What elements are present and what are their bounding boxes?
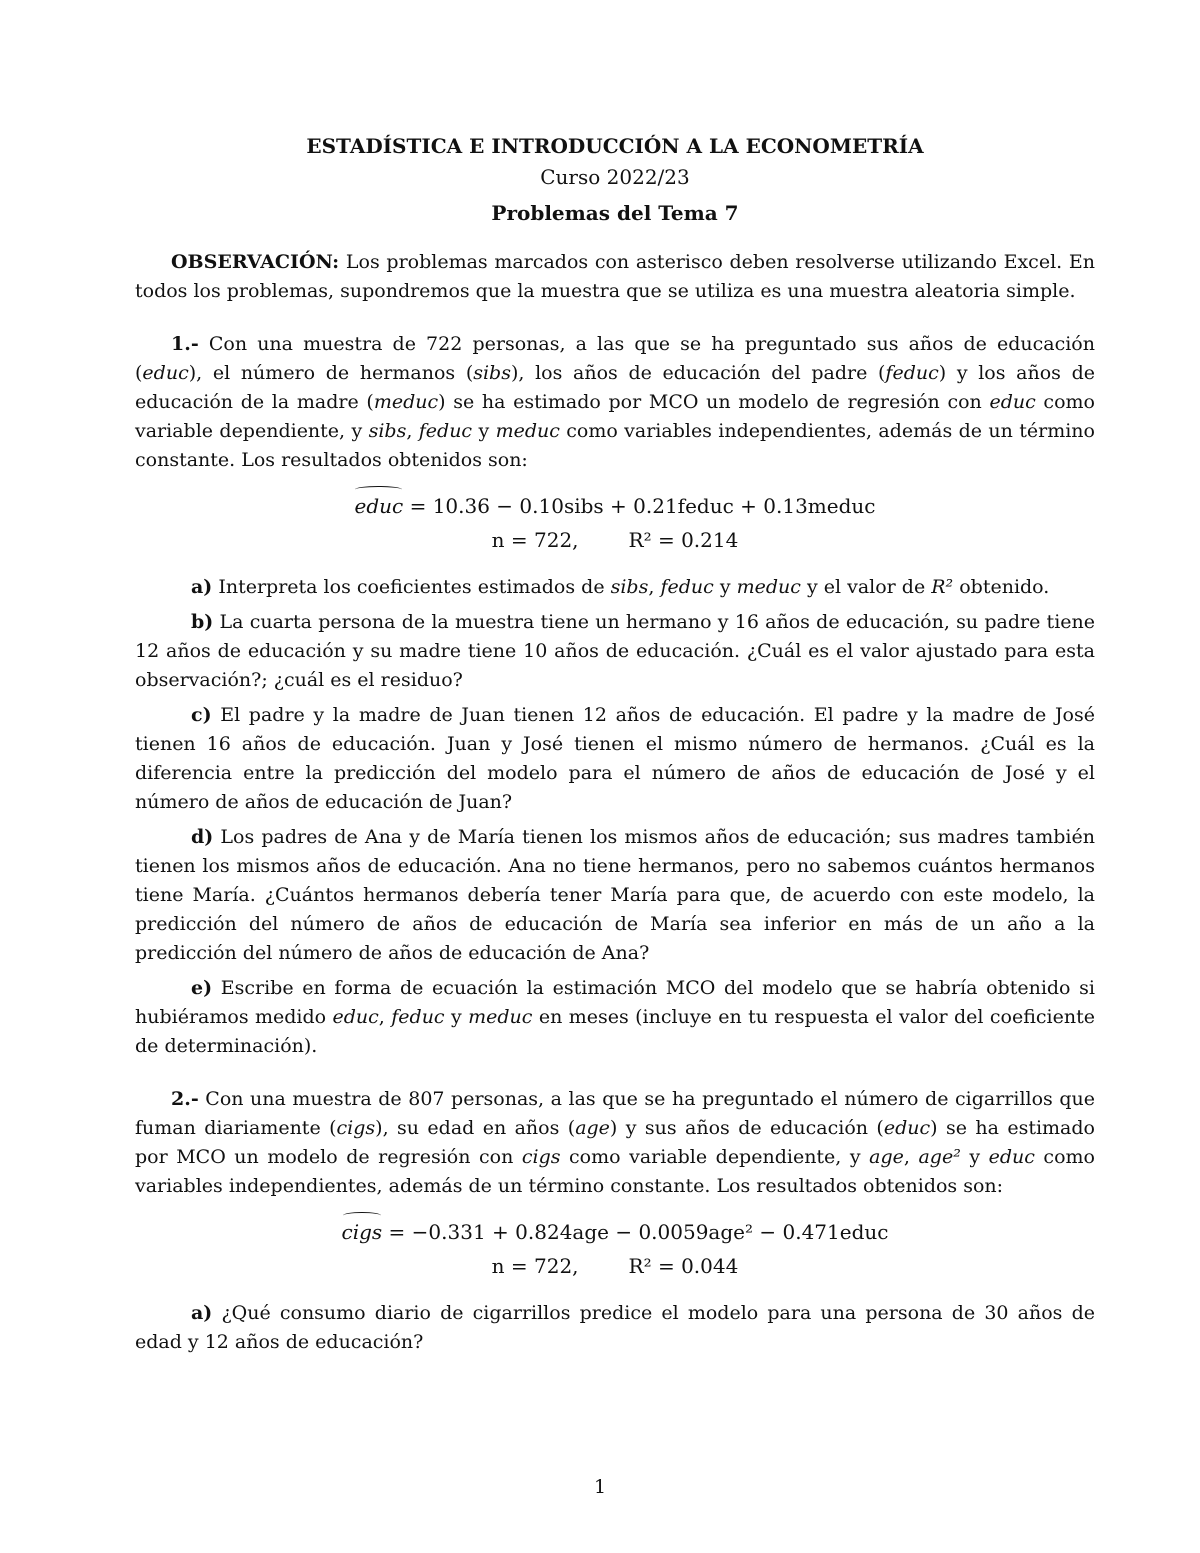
- problem-1-equation: [135, 489, 1095, 557]
- text-run: Con una muestra de 722 personas, a las que se ha preguntado sus años de educación (: [135, 333, 1095, 384]
- variable: sibs: [368, 420, 407, 442]
- text-run: en meses (incluye en tu respuesta el valor del coeficiente de determinación).: [135, 1006, 1095, 1057]
- variable: sibs: [610, 576, 649, 598]
- variable: educ: [989, 391, 1036, 413]
- text-run: y: [472, 420, 496, 442]
- variable: meduc: [468, 1006, 533, 1028]
- problem-1-part-c: [135, 701, 1095, 817]
- variable: educ: [142, 362, 189, 384]
- document-title: ESTADÍSTICA E INTRODUCCIÓN A LA ECONOMETRÍA: [306, 134, 924, 158]
- course-label: Curso 2022/23: [540, 165, 690, 189]
- problem-2-part-a: [135, 1299, 1095, 1357]
- problem-2-equation: [135, 1215, 1095, 1283]
- variable: feduc: [660, 576, 714, 598]
- problem-1-part-d: [135, 823, 1095, 968]
- sample-size: n = 722,: [491, 1254, 579, 1278]
- text-run: ) se ha estimado por MCO un modelo de regresión con: [438, 391, 990, 413]
- variable: educ: [883, 1117, 931, 1139]
- text-run: como variable dependiente, y: [135, 391, 1095, 442]
- problem-2-number: 2.-: [171, 1088, 199, 1110]
- text-run: y el valor de: [800, 576, 932, 598]
- regression-equation: [135, 489, 1095, 523]
- text-run: ,: [903, 1146, 919, 1168]
- text-run: como variables independientes, además de un término constante. Los resultados obtenidos son:: [135, 420, 1095, 471]
- variable: cigs: [521, 1146, 561, 1168]
- variable: sibs: [473, 362, 511, 384]
- part-label: d): [191, 826, 214, 848]
- text-run: y: [713, 576, 737, 598]
- text-run: ,: [378, 1006, 392, 1028]
- problem-2-intro: [135, 1085, 1095, 1201]
- equation-lhs: cigs: [342, 1215, 383, 1249]
- part-text: La cuarta persona de la muestra tiene un hermano y 16 años de educación, su padre tiene 12 años de educación y su madre tiene 10 años de educación. ¿Cuál es el valor ajustado para esta observación?; ¿cuál es el residuo?: [135, 611, 1095, 691]
- text-run: obtenido.: [953, 576, 1050, 598]
- problem-1-part-a: [135, 573, 1095, 602]
- text-run: como variable dependiente, y: [560, 1146, 870, 1168]
- observation-paragraph: [135, 248, 1095, 306]
- part-label: b): [191, 611, 214, 633]
- variable: meduc: [373, 391, 439, 413]
- variable: feduc: [885, 362, 939, 384]
- equation-stats: [135, 523, 1095, 557]
- variable: educ: [332, 1006, 379, 1028]
- part-label: a): [191, 1302, 213, 1324]
- text-run: ,: [648, 576, 661, 598]
- problem-1-part-e: [135, 974, 1095, 1061]
- part-text: Los padres de Ana y de María tienen los mismos años de educación; sus madres también tienen los mismos años de educación. Ana no tiene hermanos, pero no sabemos cuántos hermanos tiene María. ¿Cuántos hermanos debería tener María para que, de acuerdo con este modelo, la predicción del número de años de educación de María sea inferior en más de un año a la predicción del número de años de educación de Ana?: [135, 826, 1095, 964]
- regression-equation: [135, 1215, 1095, 1249]
- variable: meduc: [736, 576, 801, 598]
- document-header: [135, 130, 1095, 230]
- variable: age²: [918, 1146, 961, 1168]
- text-run: Interpreta los coeficientes estimados de: [212, 576, 611, 598]
- document-page: [135, 130, 1095, 1357]
- variable: age: [575, 1117, 610, 1139]
- text-run: Con una muestra de 807 personas, a las que se ha preguntado el número de cigarrillos que fuman diariamente (: [135, 1088, 1095, 1139]
- text-run: y: [444, 1006, 469, 1028]
- part-label: c): [191, 704, 212, 726]
- part-label: e): [191, 977, 213, 999]
- text-run: ), los años de educación del padre (: [510, 362, 886, 384]
- text-run: ) y sus años de educación (: [609, 1117, 884, 1139]
- document-subtitle: Problemas del Tema 7: [491, 201, 739, 225]
- text-run: ), el número de hermanos (: [188, 362, 474, 384]
- problem-1-intro: [135, 330, 1095, 475]
- text-run: ), su edad en años (: [375, 1117, 576, 1139]
- part-text: El padre y la madre de Juan tienen 12 años de educación. El padre y la madre de José tienen 16 años de educación. Juan y José tienen el mismo número de hermanos. ¿Cuál es la diferencia entre la predicción del modelo para el número de años de educación de José y el número de años de educación de Juan?: [135, 704, 1095, 813]
- equation-rhs: = 10.36 − 0.10sibs + 0.21feduc + 0.13meduc: [403, 494, 876, 518]
- variable: meduc: [495, 420, 560, 442]
- problem-1-number: 1.-: [171, 333, 199, 355]
- equation-rhs: = −0.331 + 0.824age − 0.0059age² − 0.471educ: [382, 1220, 889, 1244]
- text-run: y: [960, 1146, 989, 1168]
- part-label: a): [191, 576, 213, 598]
- text-run: ,: [406, 420, 419, 442]
- observation-text: Los problemas marcados con asterisco deben resolverse utilizando Excel. En todos los problemas, supondremos que la muestra que se utiliza es una muestra aleatoria simple.: [135, 251, 1095, 302]
- r-squared: R² = 0.214: [628, 528, 739, 552]
- problem-1-part-b: [135, 608, 1095, 695]
- text-run: como variables independientes, además de un término constante. Los resultados obtenidos son:: [135, 1146, 1095, 1197]
- equation-lhs: educ: [354, 489, 403, 523]
- r-squared: R² = 0.044: [628, 1254, 739, 1278]
- variable: age: [869, 1146, 904, 1168]
- text-run: Escribe en forma de ecuación la estimación MCO del modelo que se habría obtenido si hubiéramos medido: [135, 977, 1095, 1028]
- text-run: ) y los años de educación de la madre (: [135, 362, 1095, 413]
- variable: feduc: [418, 420, 473, 442]
- part-text: ¿Qué consumo diario de cigarrillos predice el modelo para una persona de 30 años de edad y 12 años de educación?: [135, 1302, 1095, 1353]
- observation-label: OBSERVACIÓN:: [171, 251, 340, 273]
- variable: educ: [988, 1146, 1035, 1168]
- variable: cigs: [336, 1117, 376, 1139]
- page-number: 1: [593, 1476, 607, 1498]
- equation-stats: [135, 1249, 1095, 1283]
- sample-size: n = 722,: [491, 528, 579, 552]
- variable: R²: [931, 576, 954, 598]
- variable: feduc: [391, 1006, 445, 1028]
- text-run: ) se ha estimado por MCO un modelo de regresión con: [135, 1117, 1095, 1168]
